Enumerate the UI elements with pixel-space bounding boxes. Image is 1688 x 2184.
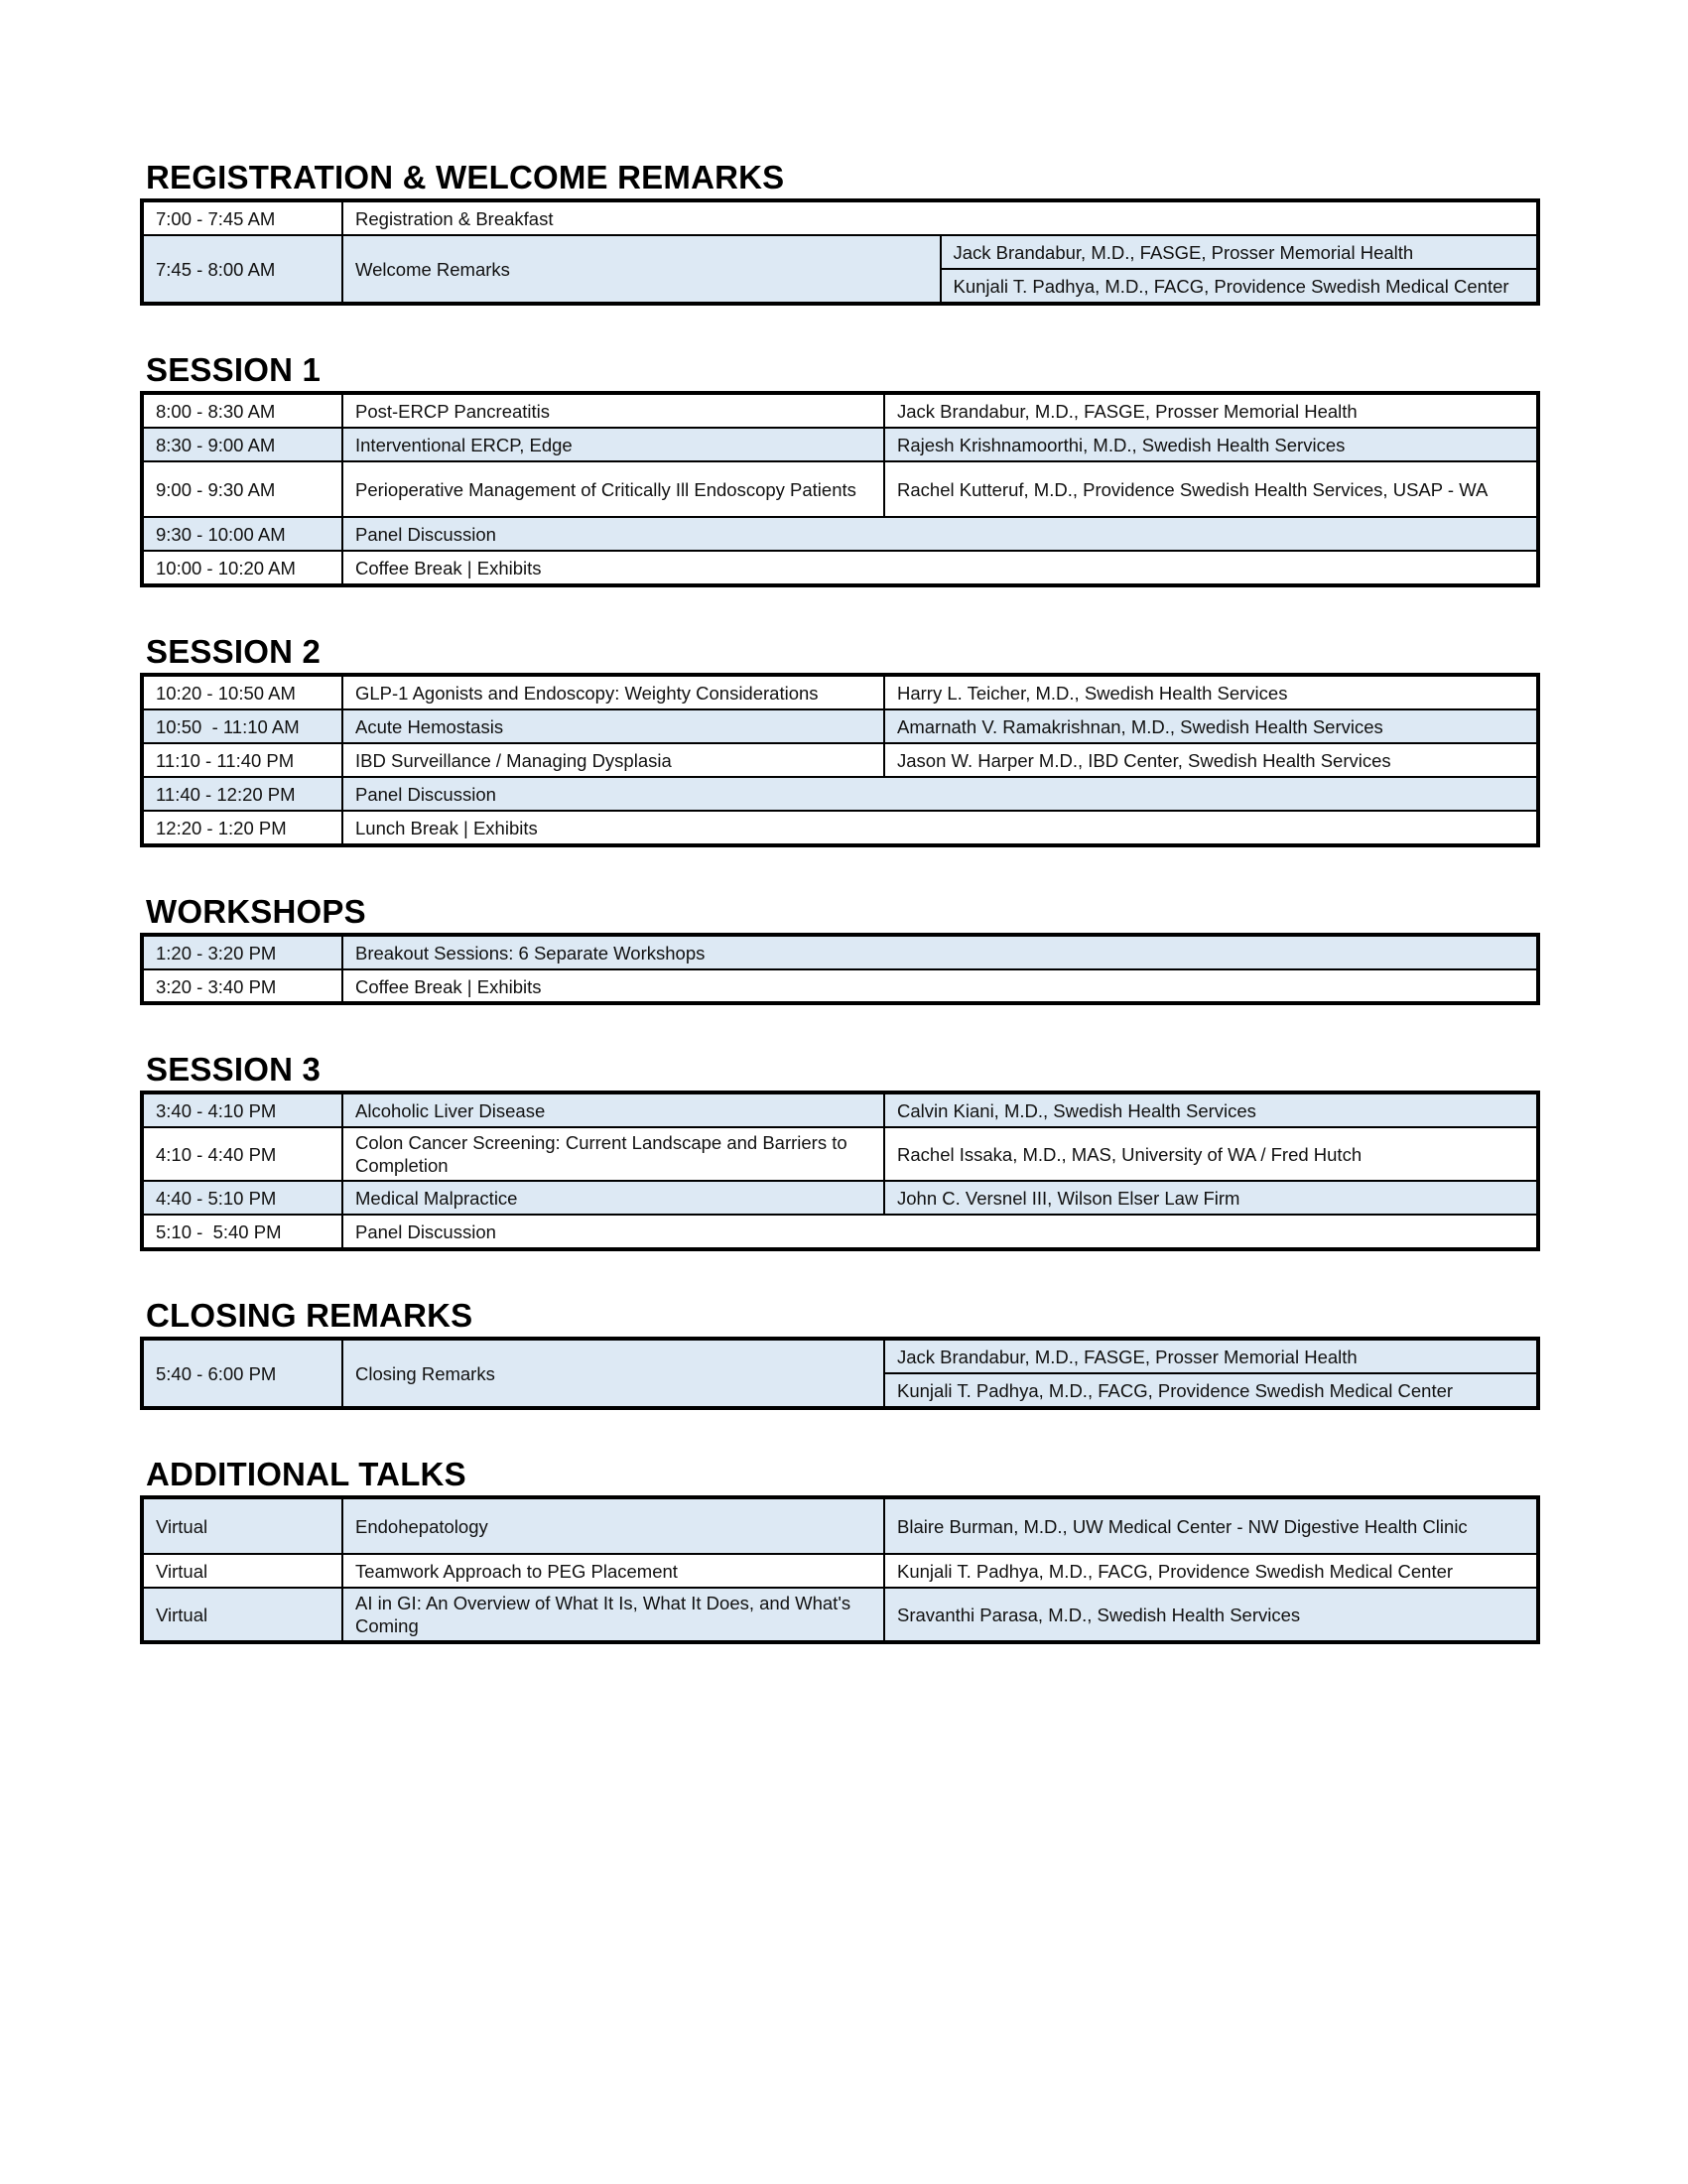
time-cell: 11:10 - 11:40 PM: [142, 743, 342, 777]
speaker-cell: Kunjali T. Padhya, M.D., FACG, Providence Swedish Medical Center: [884, 1373, 1538, 1408]
title-cell: Acute Hemostasis: [342, 709, 884, 743]
time-cell: 9:00 - 9:30 AM: [142, 461, 342, 517]
table-row: [142, 200, 1538, 235]
section-title: SESSION 2: [146, 633, 322, 670]
schedule-table: [140, 673, 1540, 847]
table-row: [142, 709, 1538, 743]
table-row: [142, 811, 1538, 845]
section-title: SESSION 1: [146, 351, 322, 388]
title-cell: AI in GI: An Overview of What It Is, What It Does, and What's Coming: [342, 1588, 884, 1642]
time-cell: 7:00 - 7:45 AM: [142, 200, 342, 235]
title-cell: Alcoholic Liver Disease: [342, 1092, 884, 1127]
time-cell: 8:30 - 9:00 AM: [142, 428, 342, 461]
schedule-table: [140, 1337, 1540, 1410]
speaker-cell: Amarnath V. Ramakrishnan, M.D., Swedish Health Services: [884, 709, 1538, 743]
time-cell: 5:40 - 6:00 PM: [142, 1339, 342, 1408]
title-cell: Panel Discussion: [342, 517, 1538, 551]
time-cell: Virtual: [142, 1554, 342, 1588]
section-title: CLOSING REMARKS: [146, 1297, 473, 1334]
schedule-table: [140, 1495, 1540, 1644]
title-cell: Lunch Break | Exhibits: [342, 811, 1538, 845]
section-title: WORKSHOPS: [146, 893, 366, 930]
title-cell: Medical Malpractice: [342, 1181, 884, 1215]
time-cell: 4:40 - 5:10 PM: [142, 1181, 342, 1215]
schedule-table: [140, 933, 1540, 1005]
time-cell: 3:40 - 4:10 PM: [142, 1092, 342, 1127]
speaker-cell: Jason W. Harper M.D., IBD Center, Swedish Health Services: [884, 743, 1538, 777]
title-cell: Colon Cancer Screening: Current Landscape and Barriers to Completion: [342, 1127, 884, 1181]
time-cell: 7:45 - 8:00 AM: [142, 235, 342, 304]
table-row: [142, 1588, 1538, 1642]
speaker-cell: Jack Brandabur, M.D., FASGE, Prosser Memorial Health: [884, 1339, 1538, 1373]
time-cell: 10:00 - 10:20 AM: [142, 551, 342, 585]
table-row: [142, 675, 1538, 709]
title-cell: Teamwork Approach to PEG Placement: [342, 1554, 884, 1588]
schedule-table: [140, 391, 1540, 587]
time-cell: 10:50 - 11:10 AM: [142, 709, 342, 743]
speaker-cell: Rachel Kutteruf, M.D., Providence Swedish Health Services, USAP - WA: [884, 461, 1538, 517]
title-cell: Coffee Break | Exhibits: [342, 969, 1538, 1003]
title-cell: Welcome Remarks: [342, 235, 941, 304]
speaker-cell: Kunjali T. Padhya, M.D., FACG, Providence Swedish Medical Center: [884, 1554, 1538, 1588]
speaker-cell: Rajesh Krishnamoorthi, M.D., Swedish Health Services: [884, 428, 1538, 461]
time-cell: 5:10 - 5:40 PM: [142, 1215, 342, 1249]
speaker-cell: Harry L. Teicher, M.D., Swedish Health Services: [884, 675, 1538, 709]
time-cell: Virtual: [142, 1497, 342, 1554]
table-row: [142, 1554, 1538, 1588]
table-row: [142, 969, 1538, 1003]
table-row: [142, 1215, 1538, 1249]
title-cell: Registration & Breakfast: [342, 200, 1538, 235]
table-row: [142, 777, 1538, 811]
table-row: [142, 461, 1538, 517]
title-cell: GLP-1 Agonists and Endoscopy: Weighty Considerations: [342, 675, 884, 709]
title-cell: Closing Remarks: [342, 1339, 884, 1408]
speaker-cell: Sravanthi Parasa, M.D., Swedish Health Services: [884, 1588, 1538, 1642]
title-cell: IBD Surveillance / Managing Dysplasia: [342, 743, 884, 777]
schedule-table: [140, 1091, 1540, 1251]
speaker-cell: Kunjali T. Padhya, M.D., FACG, Providence Swedish Medical Center: [941, 269, 1539, 304]
title-cell: Coffee Break | Exhibits: [342, 551, 1538, 585]
time-cell: 8:00 - 8:30 AM: [142, 393, 342, 428]
table-row: [142, 1092, 1538, 1127]
schedule-table: [140, 198, 1540, 306]
time-cell: Virtual: [142, 1588, 342, 1642]
speaker-cell: Rachel Issaka, M.D., MAS, University of WA / Fred Hutch: [884, 1127, 1538, 1181]
section-title: REGISTRATION & WELCOME REMARKS: [146, 159, 785, 195]
title-cell: Interventional ERCP, Edge: [342, 428, 884, 461]
section-title: SESSION 3: [146, 1051, 322, 1088]
table-row: [142, 743, 1538, 777]
speaker-cell: Blaire Burman, M.D., UW Medical Center - NW Digestive Health Clinic: [884, 1497, 1538, 1554]
table-row: [142, 1339, 1538, 1373]
speaker-cell: Jack Brandabur, M.D., FASGE, Prosser Memorial Health: [884, 393, 1538, 428]
title-cell: Panel Discussion: [342, 1215, 1538, 1249]
table-row: [142, 1497, 1538, 1554]
time-cell: 10:20 - 10:50 AM: [142, 675, 342, 709]
time-cell: 1:20 - 3:20 PM: [142, 935, 342, 969]
table-row: [142, 1127, 1538, 1181]
table-row: [142, 517, 1538, 551]
speaker-cell: John C. Versnel III, Wilson Elser Law Firm: [884, 1181, 1538, 1215]
time-cell: 11:40 - 12:20 PM: [142, 777, 342, 811]
table-row: [142, 235, 1538, 269]
section-title: ADDITIONAL TALKS: [146, 1456, 466, 1492]
time-cell: 9:30 - 10:00 AM: [142, 517, 342, 551]
table-row: [142, 428, 1538, 461]
agenda-page: [140, 157, 1540, 1644]
table-row: [142, 1181, 1538, 1215]
title-cell: Post-ERCP Pancreatitis: [342, 393, 884, 428]
time-cell: 3:20 - 3:40 PM: [142, 969, 342, 1003]
title-cell: Endohepatology: [342, 1497, 884, 1554]
table-row: [142, 935, 1538, 969]
time-cell: 12:20 - 1:20 PM: [142, 811, 342, 845]
table-row: [142, 551, 1538, 585]
speaker-cell: Jack Brandabur, M.D., FASGE, Prosser Memorial Health: [941, 235, 1539, 269]
title-cell: Panel Discussion: [342, 777, 1538, 811]
title-cell: Perioperative Management of Critically Ill Endoscopy Patients: [342, 461, 884, 517]
title-cell: Breakout Sessions: 6 Separate Workshops: [342, 935, 1538, 969]
speaker-cell: Calvin Kiani, M.D., Swedish Health Services: [884, 1092, 1538, 1127]
time-cell: 4:10 - 4:40 PM: [142, 1127, 342, 1181]
table-row: [142, 393, 1538, 428]
